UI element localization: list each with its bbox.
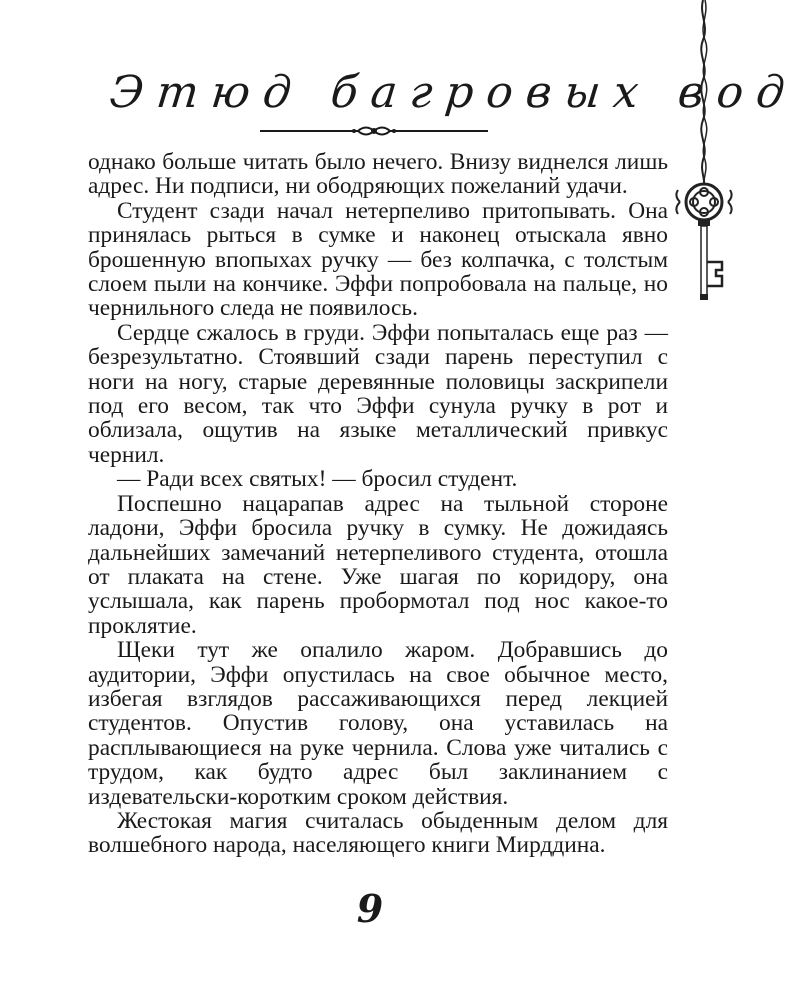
- paragraph: однако больше читать было нечего. Внизу виднелся лишь адрес. Ни подписи, ни ободряющих пожеланий удачи.: [88, 149, 668, 200]
- hanging-key-icon: [664, 0, 744, 310]
- dialogue-line: — Ради всех святых! — бросил студент.: [117, 466, 518, 493]
- body-text: [88, 150, 668, 858]
- paragraph: Щеки тут же опалило жаром. Добравшись до аудитории, Эффи опустилась на свое обычное место, избегая взглядов рассаживающихся перед лекцией студентов. Опустив голову, она уставилась на расплывающиеся на руке чернила. Слова уже читались с трудом, как будто адрес был заклинанием с издевательски-коротким сроком действия.: [88, 637, 668, 810]
- running-head-title: Этюд багровых вод: [107, 67, 800, 118]
- paragraph: Студент сзади начал нетерпеливо притопывать. Она принялась рыться в сумке и наконец отыскала явно брошенную впопыхах ручку — без колпачка, с толстым слоем пыли на кончике. Эффи попробовала на пальце, но чернильного следа не появилось.: [88, 197, 668, 322]
- page-number: 9: [356, 886, 384, 931]
- paragraph: Жестокая магия считалась обыденным делом для волшебного народа, населяющего книги Мирддина.: [88, 807, 668, 859]
- divider-flourish-icon: [258, 123, 490, 139]
- paragraph: Поспешно нацарапав адрес на тыльной стороне ладони, Эффи бросила ручку в сумку. Не дожидаясь дальнейших замечаний нетерпеливого студента, отошла от плаката на стене. Уже шагая по коридору, она услышала, как парень пробормотал под нос какое-то проклятие.: [88, 490, 668, 639]
- paragraph: Сердце сжалось в груди. Эффи попыталась еще раз — безрезультатно. Стоявший сзади парень переступил с ноги на ногу, старые деревянные половицы заскрипели под его весом, так что Эффи сунула ручку в рот и облизала, ощутив на языке металлический привкус чернил.: [88, 319, 668, 468]
